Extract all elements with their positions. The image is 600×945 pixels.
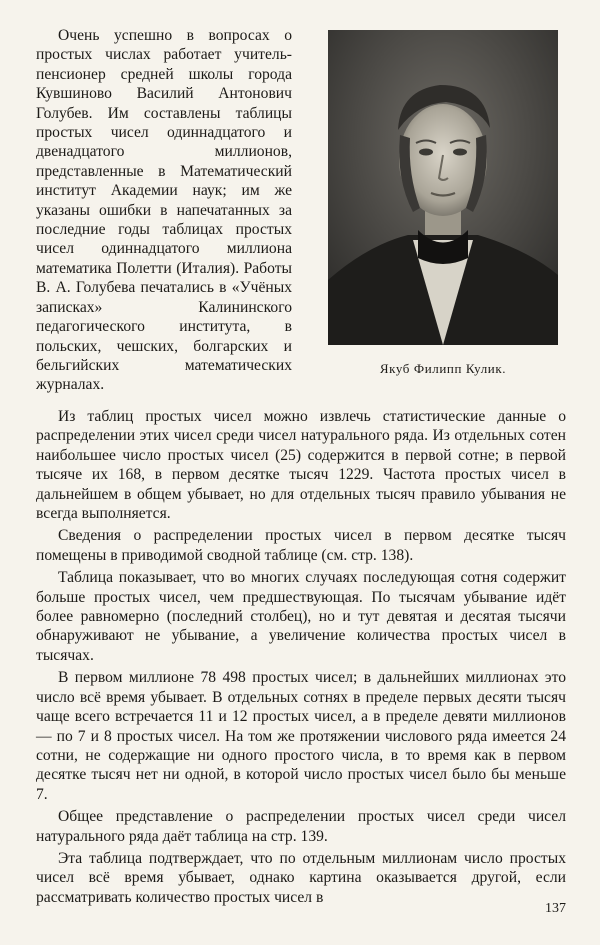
portrait-engraving-icon <box>328 30 558 345</box>
portrait-caption: Якуб Филипп Кулик. <box>379 361 507 376</box>
paragraph: Сведения о распределении простых чисел в первом десятке тысяч помещены в приводимой сводной таблице (см. стр. 138). <box>36 527 566 564</box>
paragraph: Из таблиц простых чисел можно извлечь статистические данные о распределении этих чисел среди чисел натурального ряда. Из отдельных сотен наибольшее число простых чисел (25) содержится в первой сотне; в первой тысяче их 168, в первом десятке тысяч 1229. Частота простых чисел в дальнейшем в общем убывает, но для отдельных тысяч правило убывания не всегда выполняется. <box>36 408 566 523</box>
page-number: 137 <box>545 901 566 916</box>
intro-paragraph: Очень успешно в вопросах о простых числах работает учитель-пенсионер средней школы города Кувшиново Василий Антонович Голубев. Им составлены таблицы простых чисел одиннадцатого и двенадцатого миллионов, представленные в Математический институт Академии наук; им же указаны ошибки в напечатанных за последние годы таблицах простых чисел одиннадцатого миллиона математика Полетти (Италия). Работы В. А. Голубева печатались в «Учёных записках» Калининского педагогического института, в польских, чешских, болгарских и бельгийских математических журналах. <box>36 27 292 394</box>
main-text <box>36 407 566 910</box>
intro-column <box>36 26 292 395</box>
paragraph: Общее представление о распределении простых чисел среди чисел натурального ряда даёт таблица на стр. 139. <box>36 808 566 845</box>
portrait-image <box>328 30 558 345</box>
paragraph: Эта таблица подтверждает, что по отдельным миллионам число простых чисел всё время убывает, однако картина оказывается другой, если рассматривать количество простых чисел в <box>36 849 566 906</box>
paragraph: Таблица показывает, что во многих случаях последующая сотня содержит больше простых чисел, чем предшествующая. По тысячам убывание идёт более равномерно (последний столбец), но и тут девятая и десятая тысячи обнаруживают не убывание, а увеличение количества простых чисел в тысячах. <box>36 569 566 664</box>
paragraph: В первом миллионе 78 498 простых чисел; в дальнейших миллионах это число всё время убывает. В отдельных сотнях в пределе первых десяти тысяч чаще всего встречается 11 и 12 простых чисел, а в пределе девяти миллионов — по 7 и 8 простых чисел. На том же протяжении числового ряда имеется 24 сотни, не содержащие ни одного простого числа, в то время как в первом десятке тысяч нет ни одной, в которой число простых чисел было бы меньше 7. <box>36 669 566 803</box>
